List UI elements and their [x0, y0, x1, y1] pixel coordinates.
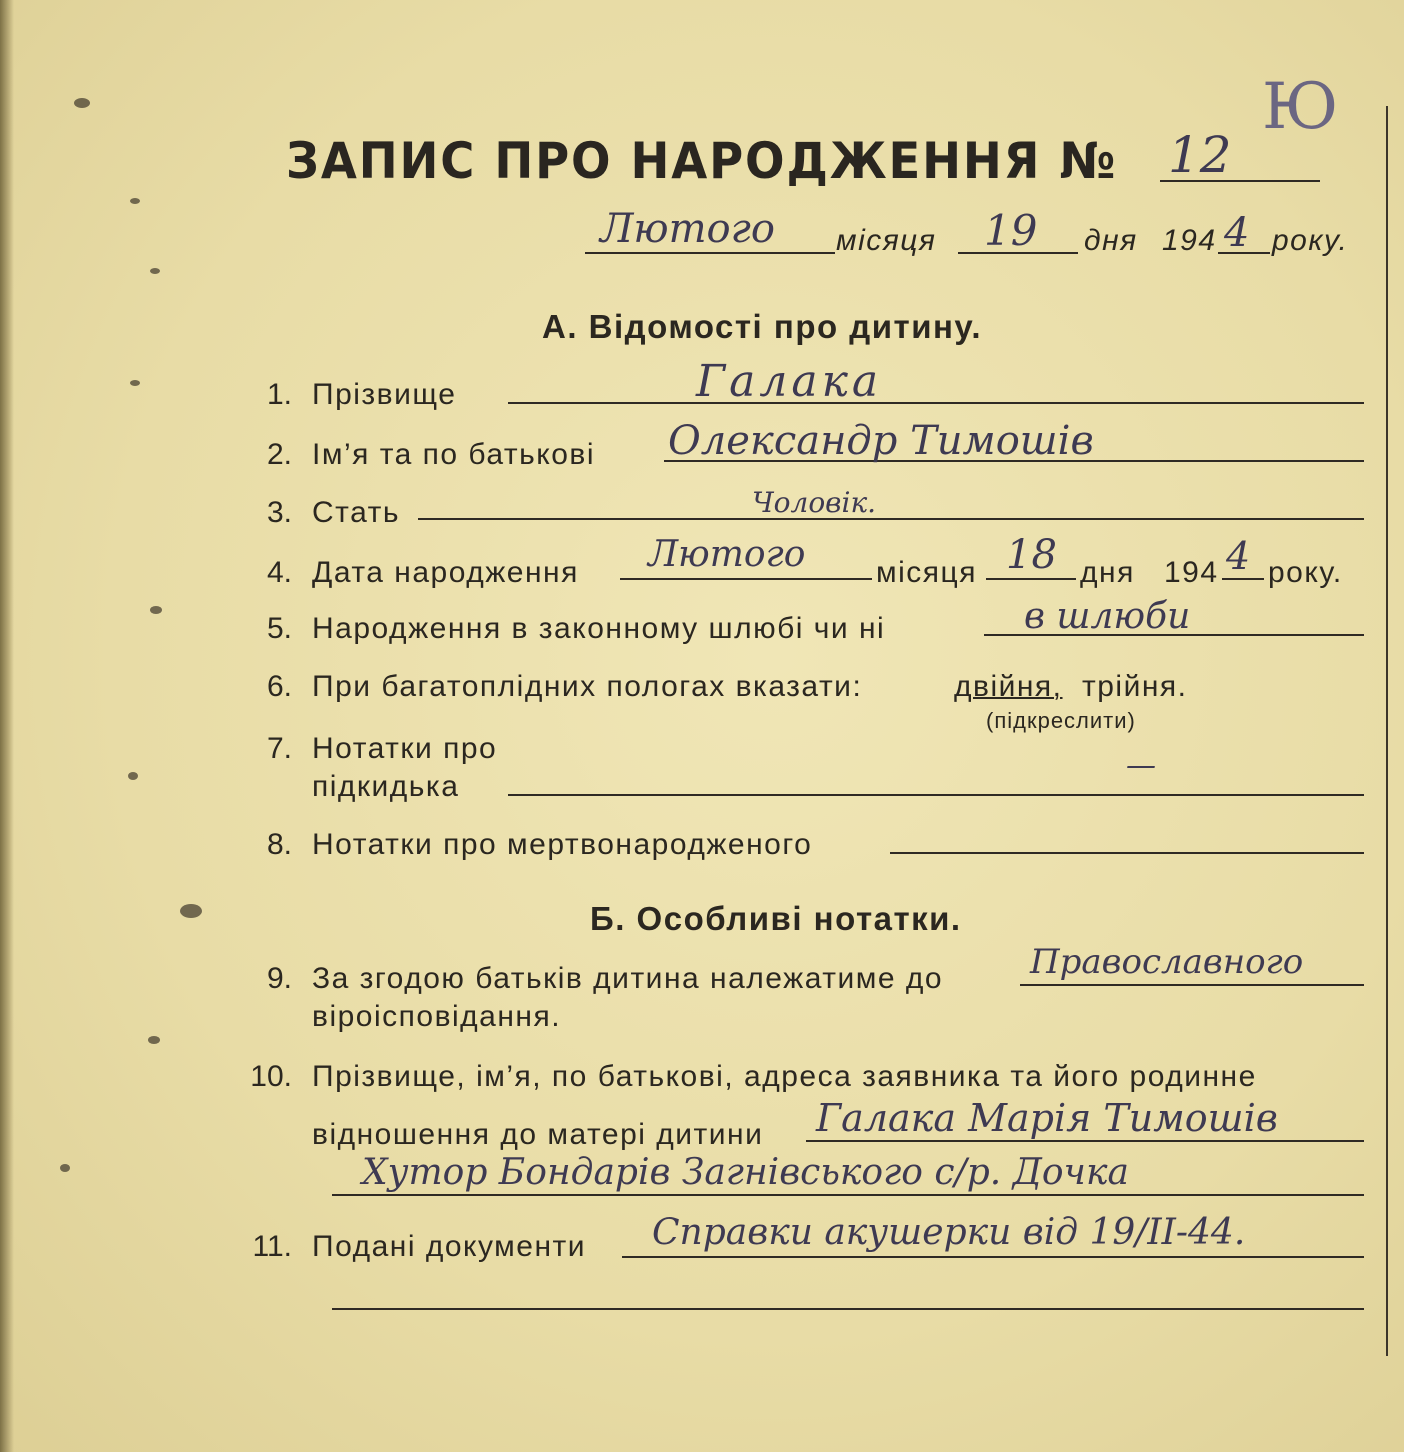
religion-label-1: За згодою батьків дитина належатиме до — [312, 962, 944, 995]
date-month-label: місяця — [836, 224, 937, 257]
documents-label: Подані документи — [312, 1230, 587, 1263]
binding-hole — [150, 606, 162, 614]
applicant-value-2: Хутор Бондарів Загнівського с/р. Дочка — [362, 1152, 1129, 1193]
option-triplets: трійня. — [1082, 670, 1188, 703]
binding-hole — [60, 1164, 70, 1172]
binding-hole — [128, 772, 138, 780]
legitimacy-label: Народження в законному шлюбі чи ні — [312, 612, 886, 645]
binding-hole — [150, 268, 160, 274]
applicant-line-2 — [332, 1194, 1364, 1196]
applicant-value-1: Галака Марія Тимошів — [816, 1096, 1278, 1140]
date-year-prefix: 194 — [1162, 224, 1217, 257]
row-number: 3. — [266, 496, 292, 529]
applicant-line-1 — [806, 1140, 1364, 1142]
option-twins: двійня, — [954, 670, 1063, 703]
birthdate-year-line — [1222, 578, 1264, 580]
row-number: 1. — [266, 378, 292, 411]
foundling-label-2: підкидька — [312, 770, 460, 803]
birthdate-month-line — [620, 578, 872, 580]
date-month: Лютого — [600, 206, 775, 252]
birthdate-year: 4 — [1226, 534, 1251, 578]
date-month-line — [585, 252, 835, 254]
birthdate-day: 18 — [1006, 532, 1057, 578]
page-border-line — [1386, 106, 1388, 1356]
stillborn-line — [890, 852, 1364, 854]
binding-hole — [130, 198, 140, 204]
religion-line — [1020, 984, 1364, 986]
documents-line-2 — [332, 1308, 1364, 1310]
foundling-value: — — [1126, 748, 1156, 783]
row-number: 11. — [252, 1230, 292, 1263]
name-value: Олександр Тимошів — [668, 418, 1094, 464]
corner-note: Ю — [1262, 70, 1339, 144]
sex-label: Стать — [312, 496, 400, 529]
row-number: 10. — [250, 1060, 292, 1093]
row-number: 2. — [266, 438, 292, 471]
title-text: ЗАПИС ПРО НАРОДЖЕННЯ № — [286, 132, 1118, 190]
religion-value: Православного — [1030, 942, 1304, 982]
row-number: 4. — [266, 556, 292, 589]
multiple-birth-label: При багатоплідних пологах вказати: — [312, 670, 863, 703]
applicant-label-2: відношення до матері дитини — [312, 1118, 764, 1151]
page-title — [286, 132, 1118, 190]
surname-value: Галака — [696, 356, 883, 407]
row-number: 9. — [266, 962, 292, 995]
stillborn-label: Нотатки про мертвонародженого — [312, 828, 813, 861]
birthdate-day-label: дня — [1080, 556, 1135, 589]
record-number: 12 — [1168, 126, 1232, 184]
legitimacy-value: в шлюби — [1024, 596, 1191, 637]
applicant-label-1: Прізвище, ім’я, по батькові, адреса заявника та його родинне — [312, 1060, 1257, 1093]
documents-line-1 — [622, 1256, 1364, 1258]
binding-hole — [180, 904, 202, 918]
row-number: 6. — [266, 670, 292, 703]
binding-edge — [0, 0, 14, 1452]
foundling-line — [508, 794, 1364, 796]
binding-hole — [148, 1036, 160, 1044]
foundling-label-1: Нотатки про — [312, 732, 498, 765]
birthdate-month-label: місяця — [876, 556, 977, 589]
sex-value: Чоловік. — [752, 486, 877, 519]
documents-value: Справки акушерки від 19/II-44. — [652, 1212, 1246, 1253]
binding-hole — [130, 380, 140, 386]
row-number: 8. — [266, 828, 292, 861]
row-number: 5. — [266, 612, 292, 645]
section-a-title: А. Відомості про дитину. — [542, 308, 983, 345]
section-b-title: Б. Особливі нотатки. — [590, 900, 962, 937]
name-label: Ім’я та по батькові — [312, 438, 596, 471]
date-day: 19 — [984, 206, 1038, 255]
birthdate-month: Лютого — [648, 534, 806, 575]
underline-hint: (підкреслити) — [986, 708, 1136, 733]
binding-hole — [74, 98, 90, 108]
religion-label-2: віроісповідання. — [312, 1000, 562, 1033]
row-number: 7. — [266, 732, 292, 765]
birthdate-year-label: року. — [1268, 556, 1343, 589]
birthdate-year-prefix: 194 — [1164, 556, 1219, 589]
birthdate-day-line — [986, 578, 1076, 580]
date-day-label: дня — [1084, 224, 1138, 257]
date-year-label: року. — [1272, 224, 1349, 257]
surname-label: Прізвище — [312, 378, 457, 411]
date-year: 4 — [1224, 210, 1250, 256]
sex-line — [418, 518, 1364, 520]
birthdate-label: Дата народження — [312, 556, 579, 589]
surname-line — [508, 402, 1364, 404]
